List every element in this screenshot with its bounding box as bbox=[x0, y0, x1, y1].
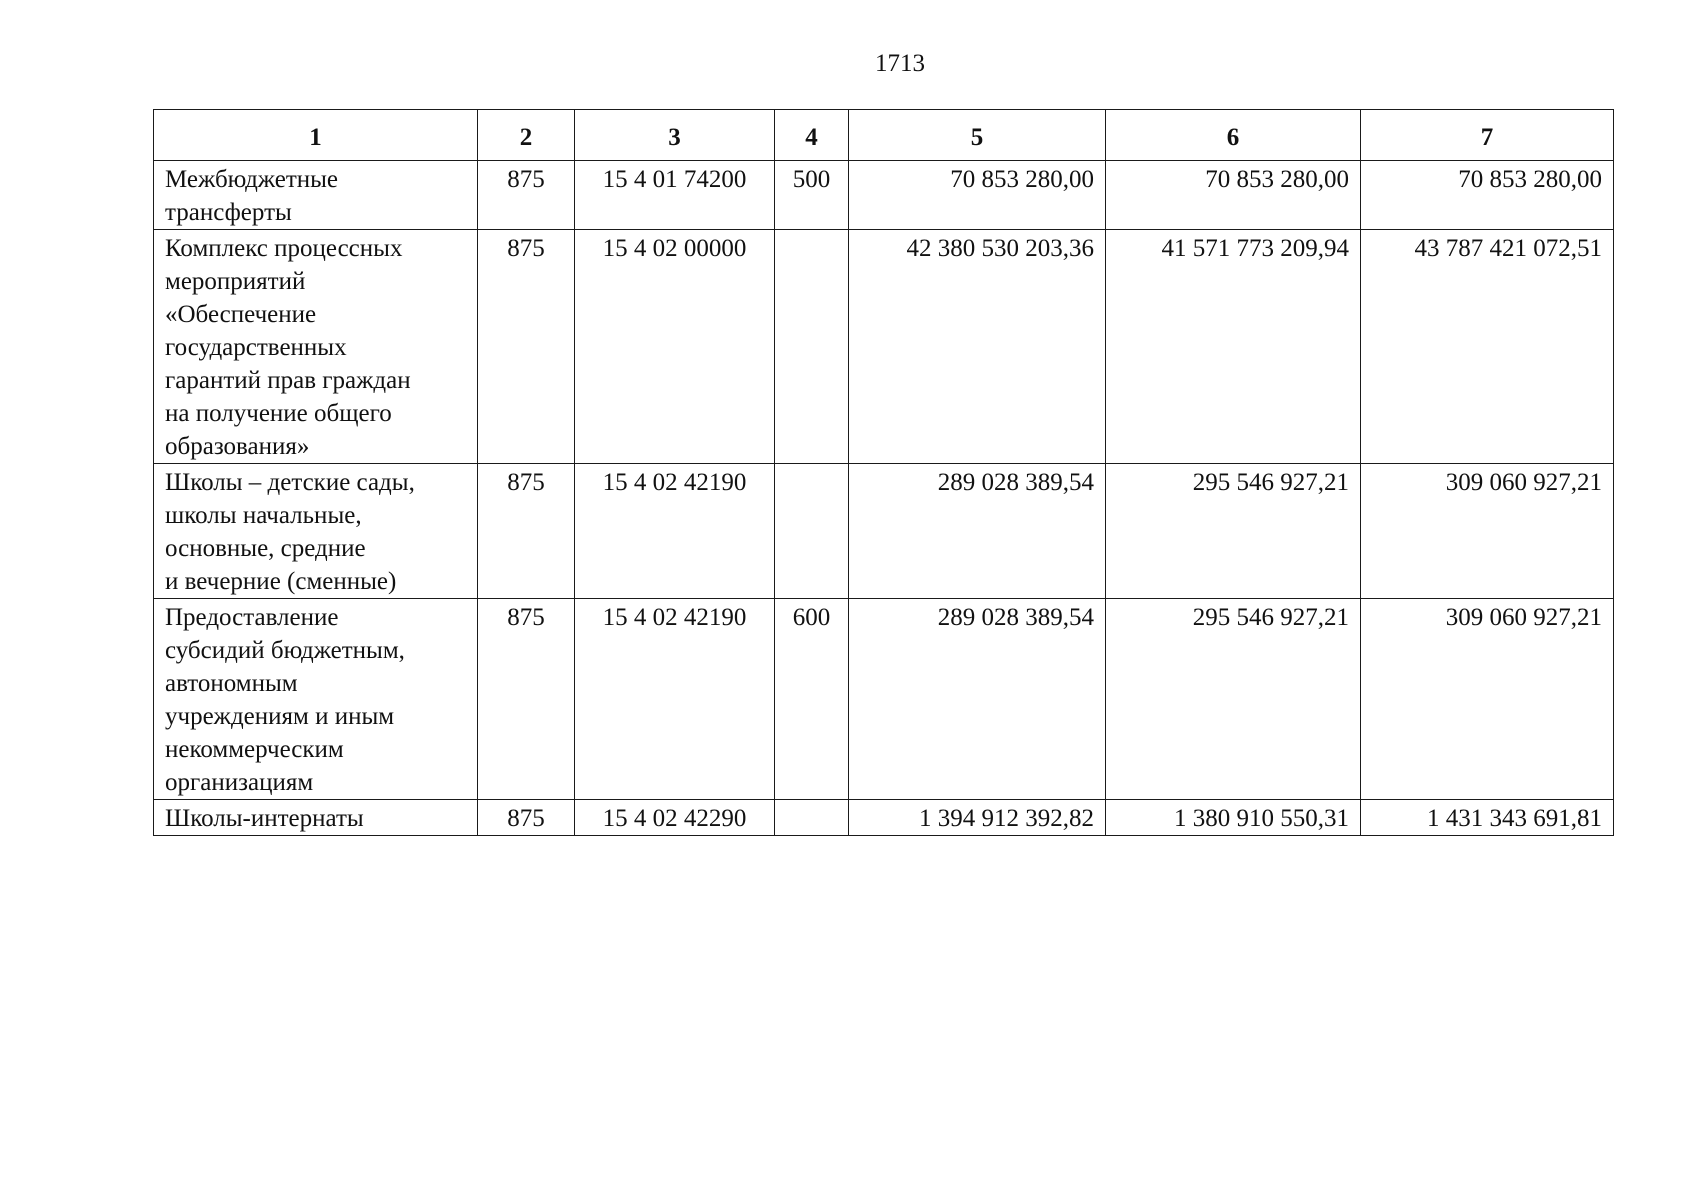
row-amount-2: 1 380 910 550,31 bbox=[1106, 800, 1361, 836]
row-amount-3: 43 787 421 072,51 bbox=[1361, 230, 1614, 464]
table-row bbox=[154, 800, 1614, 836]
column-header: 3 bbox=[575, 110, 775, 161]
row-name: Комплекс процессных мероприятий «Обеспечение государственных гарантий прав граждан на получение общего образования» bbox=[154, 230, 478, 464]
column-header: 1 bbox=[154, 110, 478, 161]
row-amount-3: 309 060 927,21 bbox=[1361, 599, 1614, 800]
row-target-article: 15 4 02 42190 bbox=[575, 599, 775, 800]
row-grbs-code: 875 bbox=[478, 230, 575, 464]
row-name: Школы-интернаты bbox=[154, 800, 478, 836]
row-grbs-code: 875 bbox=[478, 599, 575, 800]
row-amount-3: 70 853 280,00 bbox=[1361, 161, 1614, 230]
row-expense-type: 500 bbox=[775, 161, 849, 230]
row-amount-2: 295 546 927,21 bbox=[1106, 464, 1361, 599]
row-expense-type bbox=[775, 230, 849, 464]
row-target-article: 15 4 01 74200 bbox=[575, 161, 775, 230]
row-grbs-code: 875 bbox=[478, 161, 575, 230]
table-row bbox=[154, 161, 1614, 230]
row-amount-1: 289 028 389,54 bbox=[849, 599, 1106, 800]
row-name: Школы – детские сады, школы начальные, основные, средние и вечерние (сменные) bbox=[154, 464, 478, 599]
column-header: 7 bbox=[1361, 110, 1614, 161]
row-name: Предоставление субсидий бюджетным, автономным учреждениям и иным некоммерческим организациям bbox=[154, 599, 478, 800]
row-amount-2: 41 571 773 209,94 bbox=[1106, 230, 1361, 464]
budget-table bbox=[153, 109, 1614, 836]
table-row bbox=[154, 464, 1614, 599]
row-amount-1: 42 380 530 203,36 bbox=[849, 230, 1106, 464]
row-expense-type bbox=[775, 800, 849, 836]
row-grbs-code: 875 bbox=[478, 464, 575, 599]
row-expense-type: 600 bbox=[775, 599, 849, 800]
column-header: 6 bbox=[1106, 110, 1361, 161]
row-amount-2: 70 853 280,00 bbox=[1106, 161, 1361, 230]
column-header: 4 bbox=[775, 110, 849, 161]
row-target-article: 15 4 02 42290 bbox=[575, 800, 775, 836]
page-number: 1713 bbox=[875, 50, 925, 77]
row-grbs-code: 875 bbox=[478, 800, 575, 836]
row-expense-type bbox=[775, 464, 849, 599]
column-header: 5 bbox=[849, 110, 1106, 161]
row-name: Межбюджетные трансферты bbox=[154, 161, 478, 230]
row-target-article: 15 4 02 00000 bbox=[575, 230, 775, 464]
row-target-article: 15 4 02 42190 bbox=[575, 464, 775, 599]
table-row bbox=[154, 230, 1614, 464]
table-row bbox=[154, 599, 1614, 800]
table-header-row bbox=[154, 110, 1614, 161]
row-amount-3: 1 431 343 691,81 bbox=[1361, 800, 1614, 836]
row-amount-2: 295 546 927,21 bbox=[1106, 599, 1361, 800]
row-amount-3: 309 060 927,21 bbox=[1361, 464, 1614, 599]
row-amount-1: 70 853 280,00 bbox=[849, 161, 1106, 230]
column-header: 2 bbox=[478, 110, 575, 161]
row-amount-1: 1 394 912 392,82 bbox=[849, 800, 1106, 836]
row-amount-1: 289 028 389,54 bbox=[849, 464, 1106, 599]
